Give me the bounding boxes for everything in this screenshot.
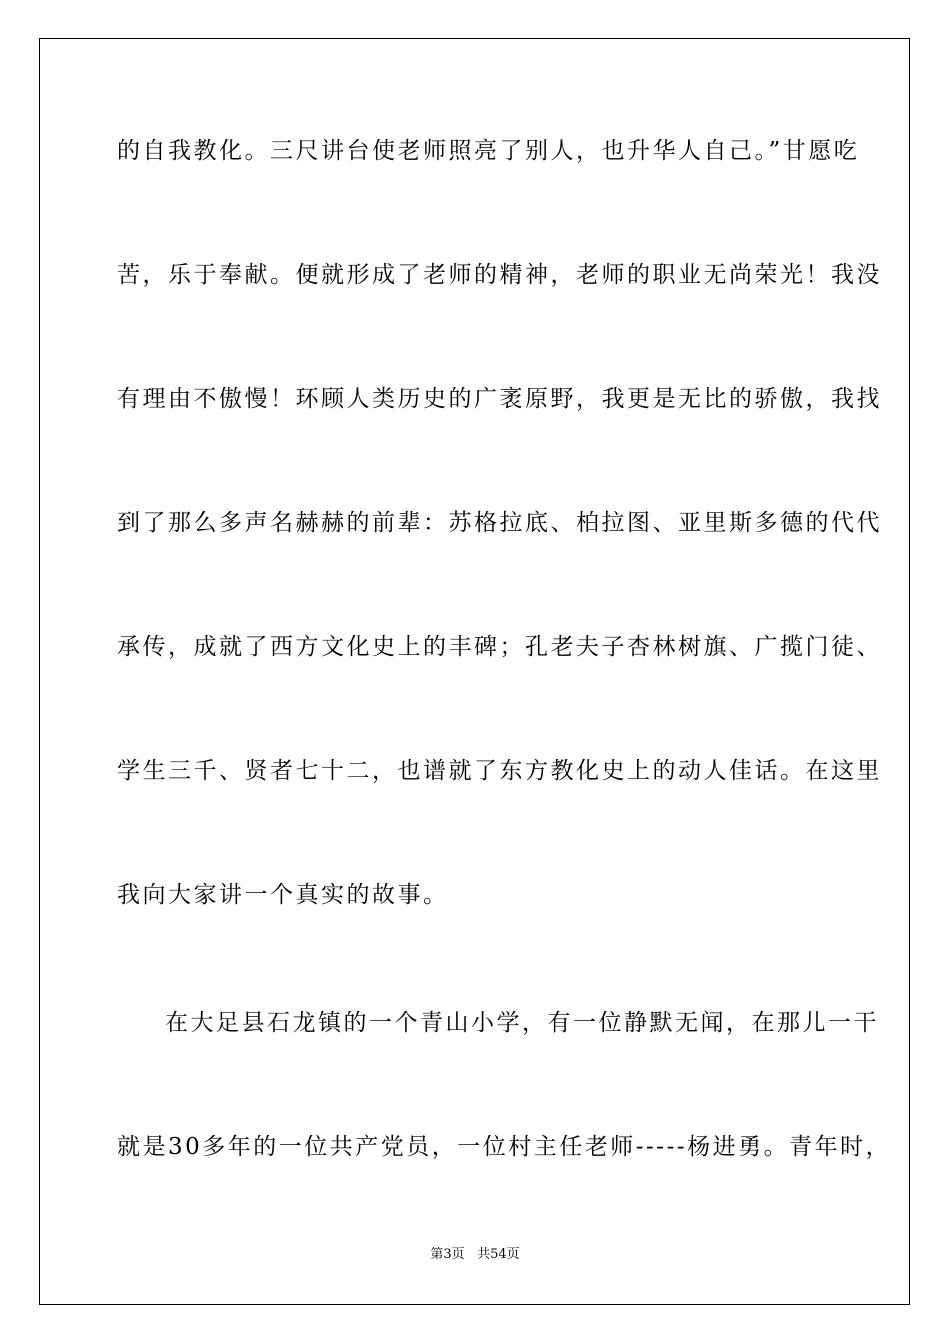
text-line: 就是30多年的一位共产党员，一位村主任老师-----杨进勇。青年时， bbox=[117, 1134, 892, 1160]
text-line: 有理由不傲慢！环顾人类历史的广袤原野，我更是无比的骄傲，我找 bbox=[117, 386, 882, 412]
text-line: 的自我教化。三尺讲台使老师照亮了别人，也升华人自己。”甘愿吃 bbox=[117, 138, 860, 164]
paragraph-first-line: 在大足县石龙镇的一个青山小学，有一位静默无闻，在那儿一干 bbox=[165, 1010, 879, 1036]
text-line: 承传，成就了西方文化史上的丰碑；孔老夫子杏林树旗、广揽门徒、 bbox=[117, 634, 882, 660]
text-line: 我向大家讲一个真实的故事。 bbox=[117, 882, 449, 908]
page-border bbox=[39, 38, 910, 1305]
page-footer bbox=[0, 1246, 950, 1264]
text-line: 学生三千、贤者七十二，也谱就了东方教化史上的动人佳话。在这里 bbox=[117, 758, 882, 784]
text-line: 到了那么多声名赫赫的前辈：苏格拉底、柏拉图、亚里斯多德的代代 bbox=[117, 510, 882, 536]
text-line: 苦，乐于奉献。便就形成了老师的精神，老师的职业无尚荣光！我没 bbox=[117, 262, 882, 288]
page-number: 第3页 bbox=[430, 1247, 465, 1262]
page-total: 共54页 bbox=[477, 1247, 520, 1262]
